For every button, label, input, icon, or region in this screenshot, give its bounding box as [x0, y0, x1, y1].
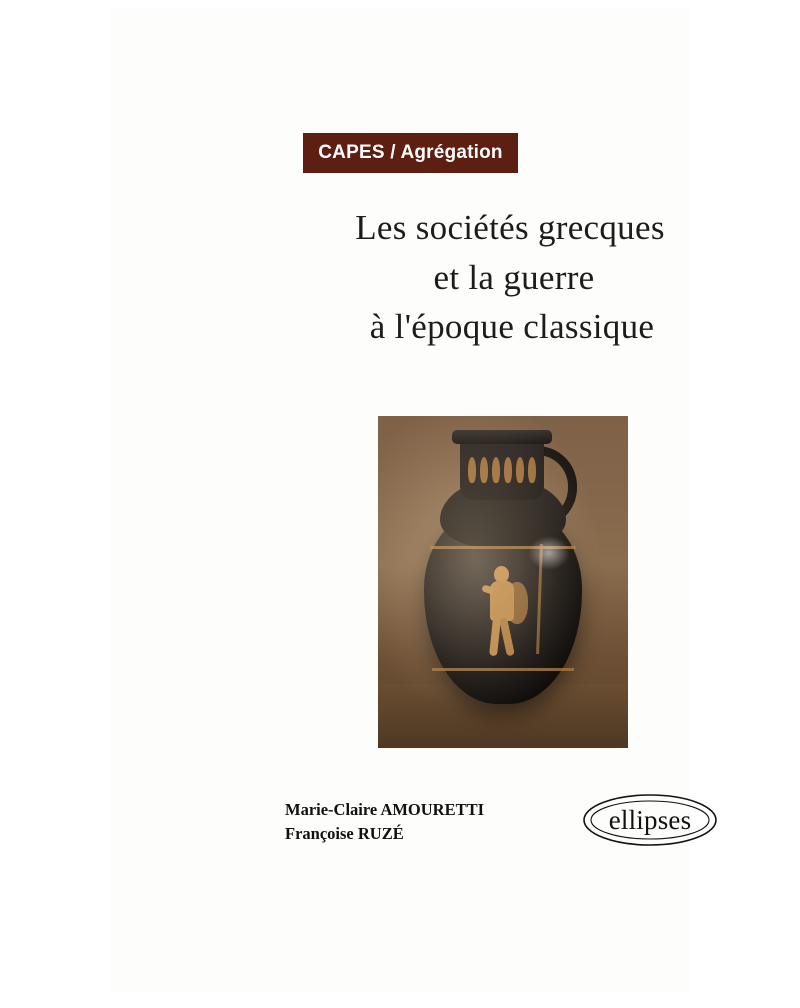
photo-vignette: [378, 416, 628, 748]
title-line-2: et la guerre: [433, 257, 595, 297]
author-list: [285, 798, 545, 846]
author-name-2: Françoise RUZÉ: [285, 823, 404, 843]
publisher-logo: [580, 786, 720, 854]
title-line-3: à l'époque classique: [369, 307, 655, 347]
cover-sheet: [110, 8, 690, 993]
title-line-1: Les sociétés grecques: [355, 208, 665, 247]
series-banner: [303, 133, 518, 173]
series-banner-label: CAPES / Agrégation: [318, 142, 503, 163]
book-title: [220, 203, 800, 352]
author-name-1: Marie-Claire AMOURETTI: [285, 800, 485, 819]
greek-vase-photo: [378, 416, 628, 748]
publisher-name: ellipses: [608, 804, 692, 835]
